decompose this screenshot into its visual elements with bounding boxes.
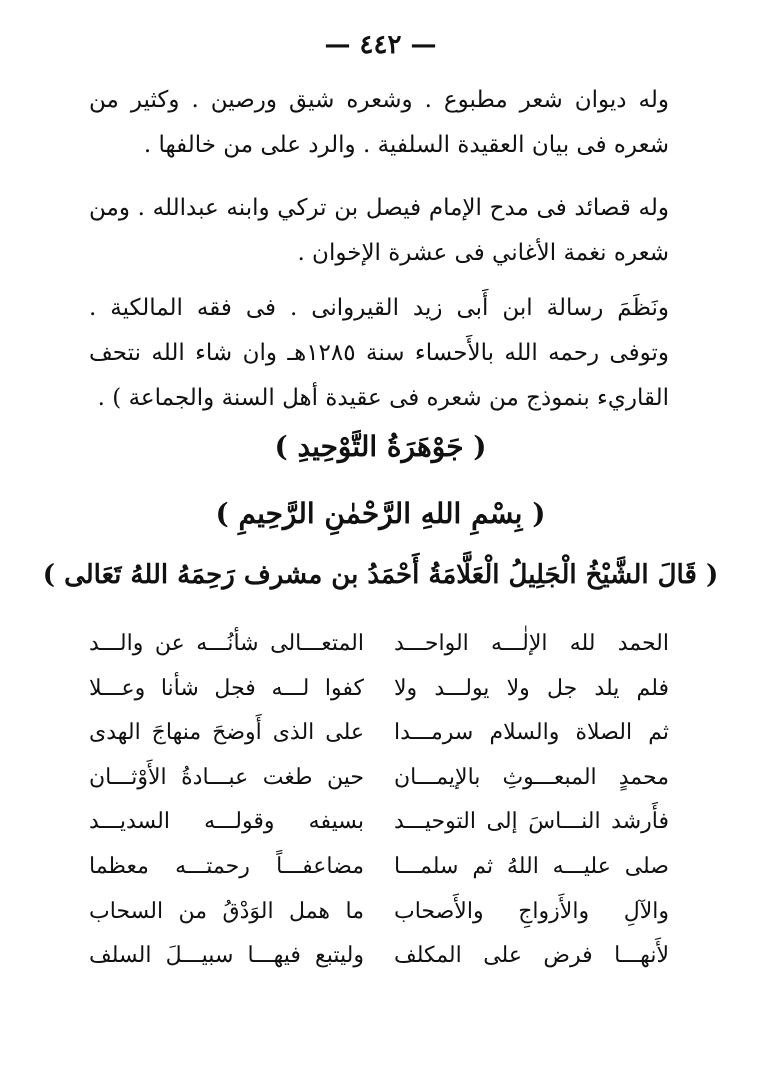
basmala-heading: ( بِسْمِ اللهِ الرَّحْمٰنِ الرَّحِيمِ ) xyxy=(215,497,546,530)
verse-second-hemistich: ما همل الوَدْقُ من السحاب xyxy=(89,898,364,924)
verse-line xyxy=(89,800,669,845)
verse-first-hemistich: ثم الصلاة والسلام سرمـــدا xyxy=(394,720,669,746)
verse-second-hemistich: كفوا لـــه فجل شأنا وعـــلا xyxy=(89,675,364,701)
verse-first-hemistich: لأَنهـــا فرض على المكلف xyxy=(394,943,669,969)
verse-line xyxy=(89,622,669,667)
verse-first-hemistich: صلى عليـــه اللهُ ثم سلمـــا xyxy=(394,853,669,879)
paragraph-diwan: وله ديوان شعر مطبوع . وشعره شيق ورصين . وكثير من شعره فى بيان العقيدة السلفية . والرد على من خالفها . xyxy=(89,87,669,158)
page-number: — ٤٤٢ — xyxy=(324,30,437,60)
verse-first-hemistich: محمدٍ المبعـــوثِ بالإيمـــان xyxy=(394,764,669,790)
verse-first-hemistich: فأَرشد النـــاسَ إلى التوحيـــد xyxy=(394,809,669,835)
verse-first-hemistich: فلم يلد جل ولا يولـــد ولا xyxy=(394,675,669,701)
poem-verses xyxy=(89,622,669,979)
verse-second-hemistich: مضاعفـــاً رحمتـــه معظما xyxy=(89,853,364,879)
verse-first-hemistich: والآلِ والأَزواجِ والأَصحاب xyxy=(394,898,669,924)
verse-second-hemistich: على الذى أَوضحَ منهاجَ الهدى xyxy=(89,720,364,746)
attribution-heading: ( قَالَ الشَّيْخُ الْجَلِيلُ الْعَلَّامَةُ أَحْمَدُ بن مشرف رَحِمَهُ اللهُ تَعَالى ) xyxy=(42,560,719,590)
paragraph-qasaid: وله قصائد فى مدح الإمام فيصل بن تركي وابنه عبدالله . ومن شعره نغمة الأغاني فى عشرة الإخوان . xyxy=(89,195,669,266)
verse-line xyxy=(89,756,669,801)
verse-line xyxy=(89,711,669,756)
verse-line xyxy=(89,667,669,712)
verse-second-hemistich: حين طغت عبـــادةُ الأَوْثـــان xyxy=(89,764,364,790)
verse-second-hemistich: وليتبع فيهـــا سبيـــلَ السلف xyxy=(89,943,364,969)
verse-line xyxy=(89,845,669,890)
verse-first-hemistich: الحمد لله الإلٰـــه الواحـــد xyxy=(394,631,669,656)
verse-second-hemistich: المتعـــالى شأنُـــه عن والـــد xyxy=(89,631,364,656)
paragraph-nazm: ونَظَمَ رسالة ابن أَبى زيد القيروانى . فى فقه المالكية . وتوفى رحمه الله بالأَحساء سنة ١٢٨٥هـ وان شاء الله نتحف القاريء بنموذج من شعره فى عقيدة أهل السنة والجماعة ) . xyxy=(89,295,669,411)
verse-second-hemistich: بسيفه وقولـــه السديـــد xyxy=(89,809,364,835)
verse-line xyxy=(89,934,669,979)
poem-title: ( جَوْهَرَةُ التَّوْحِيدِ ) xyxy=(274,430,487,463)
verse-line xyxy=(89,890,669,935)
